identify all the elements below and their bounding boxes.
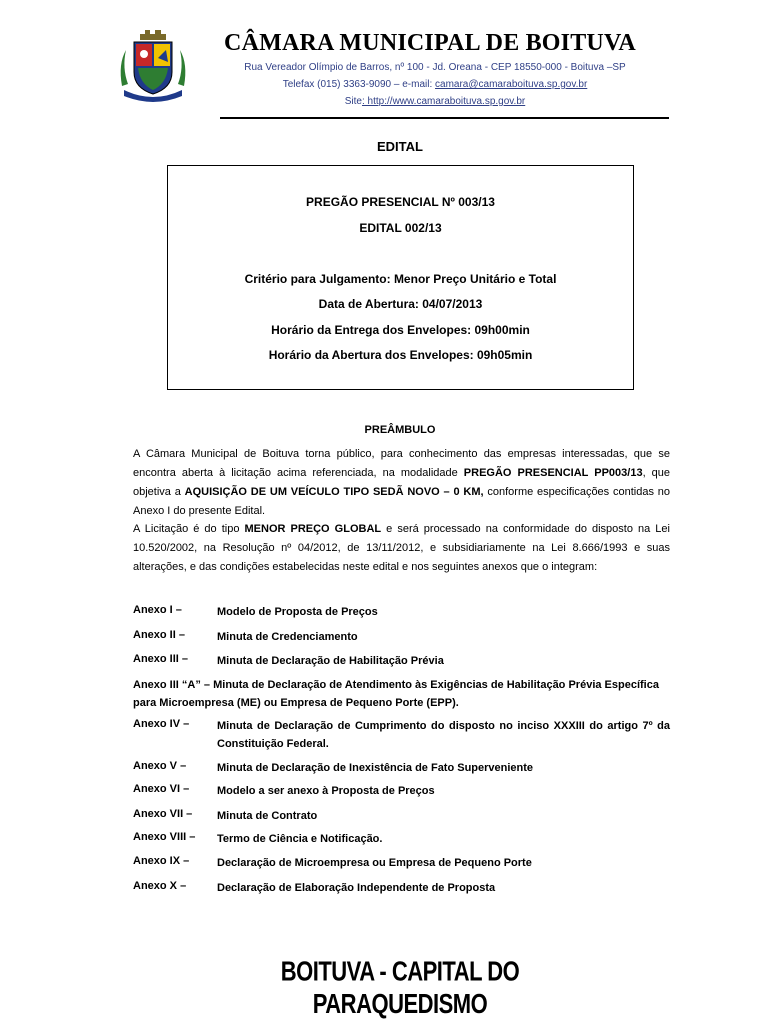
annex-title: Termo de Ciência e Notificação. [217, 833, 383, 845]
annex-title: Declaração de Microempresa ou Empresa de Pequeno Porte [217, 857, 532, 869]
envelope-opening-time: Horário da Abertura dos Envelopes: 09h05min [268, 348, 533, 362]
municipal-crest-icon [118, 28, 188, 104]
judgement-criterion: Critério para Julgamento: Menor Preço Unitário e Total [244, 272, 557, 286]
annex-key: Anexo II – [133, 629, 185, 641]
para1-text-d: AQUISIÇÃO DE UM VEÍCULO TIPO SEDÃ NOVO – 0 KM, [184, 486, 484, 498]
opening-date: Data de Abertura: 04/07/2013 [318, 297, 483, 311]
para1-text-b: PREGÃO PRESENCIAL PP003/13 [463, 467, 643, 479]
footer-slogan: BOITUVA - CAPITAL DO PARAQUEDISMO [280, 955, 520, 1020]
site-prefix: Site [344, 96, 362, 107]
annex-title: Minuta de Declaração de Habilitação Prévia [217, 655, 444, 667]
para1-text-c: , que objetiva a [133, 467, 671, 498]
annex-item-3a [133, 676, 670, 712]
contact-line [200, 79, 670, 90]
preamble-paragraph-2 [133, 520, 670, 577]
preamble-title: PREÂMBULO [364, 424, 436, 436]
address-line: Rua Vereador Olímpio de Barros, nº 100 - Jd. Oreana - CEP 18550-000 - Boituva –SP [244, 62, 626, 73]
annex-title: Minuta de Declaração de Inexistência de Fato Superveniente [217, 762, 534, 774]
para1-text-e: conforme especificações contidas no Anexo I do presente Edital. [133, 486, 670, 517]
pregao-number: PREGÃO PRESENCIAL Nº 003/13 [306, 195, 495, 209]
document-title: EDITAL [377, 139, 423, 154]
para2-text-c: e será processado na conformidade do disposto na Lei 10.520/2002, na Resolução nº 04/2012, de 13/11/2012, e subsidiariamente na Lei 8.666/1993 e suas alterações, e das condições estabelecidas neste edital e nos seguintes anexos que o integram: [133, 523, 670, 573]
annex-title: Minuta de Declaração de Atendimento às Exigências de Habilitação Prévia Específica para Microempresa (ME) ou Empresa de Pequeno Porte (EPP). [133, 679, 659, 709]
annex-key: Anexo IX – [133, 855, 190, 867]
envelope-delivery-time: Horário da Entrega dos Envelopes: 09h00min [271, 323, 530, 337]
para2-text-a: A Licitação é do tipo [133, 523, 245, 535]
site-line [200, 96, 670, 107]
annex-key: Anexo X – [133, 880, 187, 892]
annex-title: Minuta de Contrato [217, 810, 318, 822]
para1-text-a: A Câmara Municipal de Boituva torna público, para conhecimento das empresas interessadas, que se encontra aberta à licitação acima referenciada, na modalidade [133, 448, 670, 479]
annex-key: Anexo VI – [133, 783, 190, 795]
annex-title: Minuta de Declaração de Cumprimento do disposto no inciso XXXIII do artigo 7º da Constituição Federal. [217, 720, 670, 750]
annex-key: Anexo VII – [133, 808, 193, 820]
annex-title: Modelo a ser anexo à Proposta de Preços [217, 785, 435, 797]
preamble-paragraph-1 [133, 445, 670, 521]
annex-title: Declaração de Elaboração Independente de Proposta [217, 882, 496, 894]
annex-title: Minuta de Credenciamento [217, 631, 358, 643]
annex-key: Anexo III – [133, 653, 189, 665]
para2-text-b: MENOR PREÇO GLOBAL [244, 523, 382, 535]
org-name: CÂMARA MUNICIPAL DE BOITUVA [224, 30, 636, 56]
annex-key: Anexo VIII – [133, 831, 196, 843]
annex-key: Anexo IV – [133, 718, 190, 730]
email-link[interactable]: camara@camaraboituva.sp.gov.br [435, 79, 588, 90]
annex-key: Anexo V – [133, 760, 187, 772]
annex-key: Anexo I – [133, 604, 182, 616]
edital-number: EDITAL 002/13 [359, 221, 442, 235]
annex-key: Anexo III “A” – [133, 679, 211, 691]
contact-prefix: Telefax (015) 3363-9090 – e-mail: [282, 79, 436, 90]
site-link[interactable]: : http://www.camaraboituva.sp.gov.br [362, 96, 526, 107]
header-divider [220, 117, 669, 119]
annex-title: Modelo de Proposta de Preços [217, 606, 378, 618]
